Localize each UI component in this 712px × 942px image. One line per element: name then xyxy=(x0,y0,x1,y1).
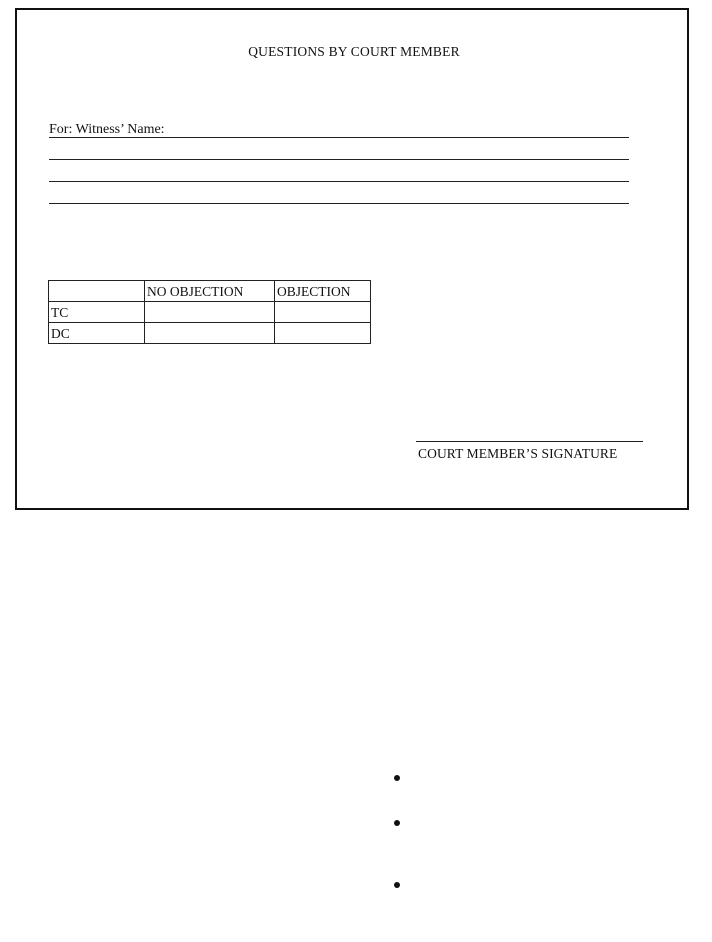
tc-no-objection-cell[interactable] xyxy=(145,302,275,323)
row-label-dc: DC xyxy=(49,323,145,344)
bullet-icon xyxy=(394,775,400,781)
signature-label: COURT MEMBER’S SIGNATURE xyxy=(418,446,618,461)
question-line-2[interactable] xyxy=(49,181,629,182)
objection-table xyxy=(48,280,371,344)
court-member-question-form xyxy=(15,8,689,510)
bullet-icon xyxy=(394,882,400,888)
table-row-tc xyxy=(49,302,371,323)
table-header-objection: OBJECTION xyxy=(275,281,371,302)
dc-no-objection-cell[interactable] xyxy=(145,323,275,344)
bullet-icon xyxy=(394,820,400,826)
table-header-blank xyxy=(49,281,145,302)
tc-objection-cell[interactable] xyxy=(275,302,371,323)
witness-name-label: For: Witness’ Name: xyxy=(49,122,165,137)
question-line-3[interactable] xyxy=(49,203,629,204)
question-line-1[interactable] xyxy=(49,159,629,160)
witness-name-line[interactable] xyxy=(49,137,629,138)
table-row-dc xyxy=(49,323,371,344)
signature-line[interactable] xyxy=(416,441,643,442)
row-label-tc: TC xyxy=(49,302,145,323)
form-title: QUESTIONS BY COURT MEMBER xyxy=(248,44,460,59)
table-header-row xyxy=(49,281,371,302)
dc-objection-cell[interactable] xyxy=(275,323,371,344)
table-header-no-objection: NO OBJECTION xyxy=(145,281,275,302)
